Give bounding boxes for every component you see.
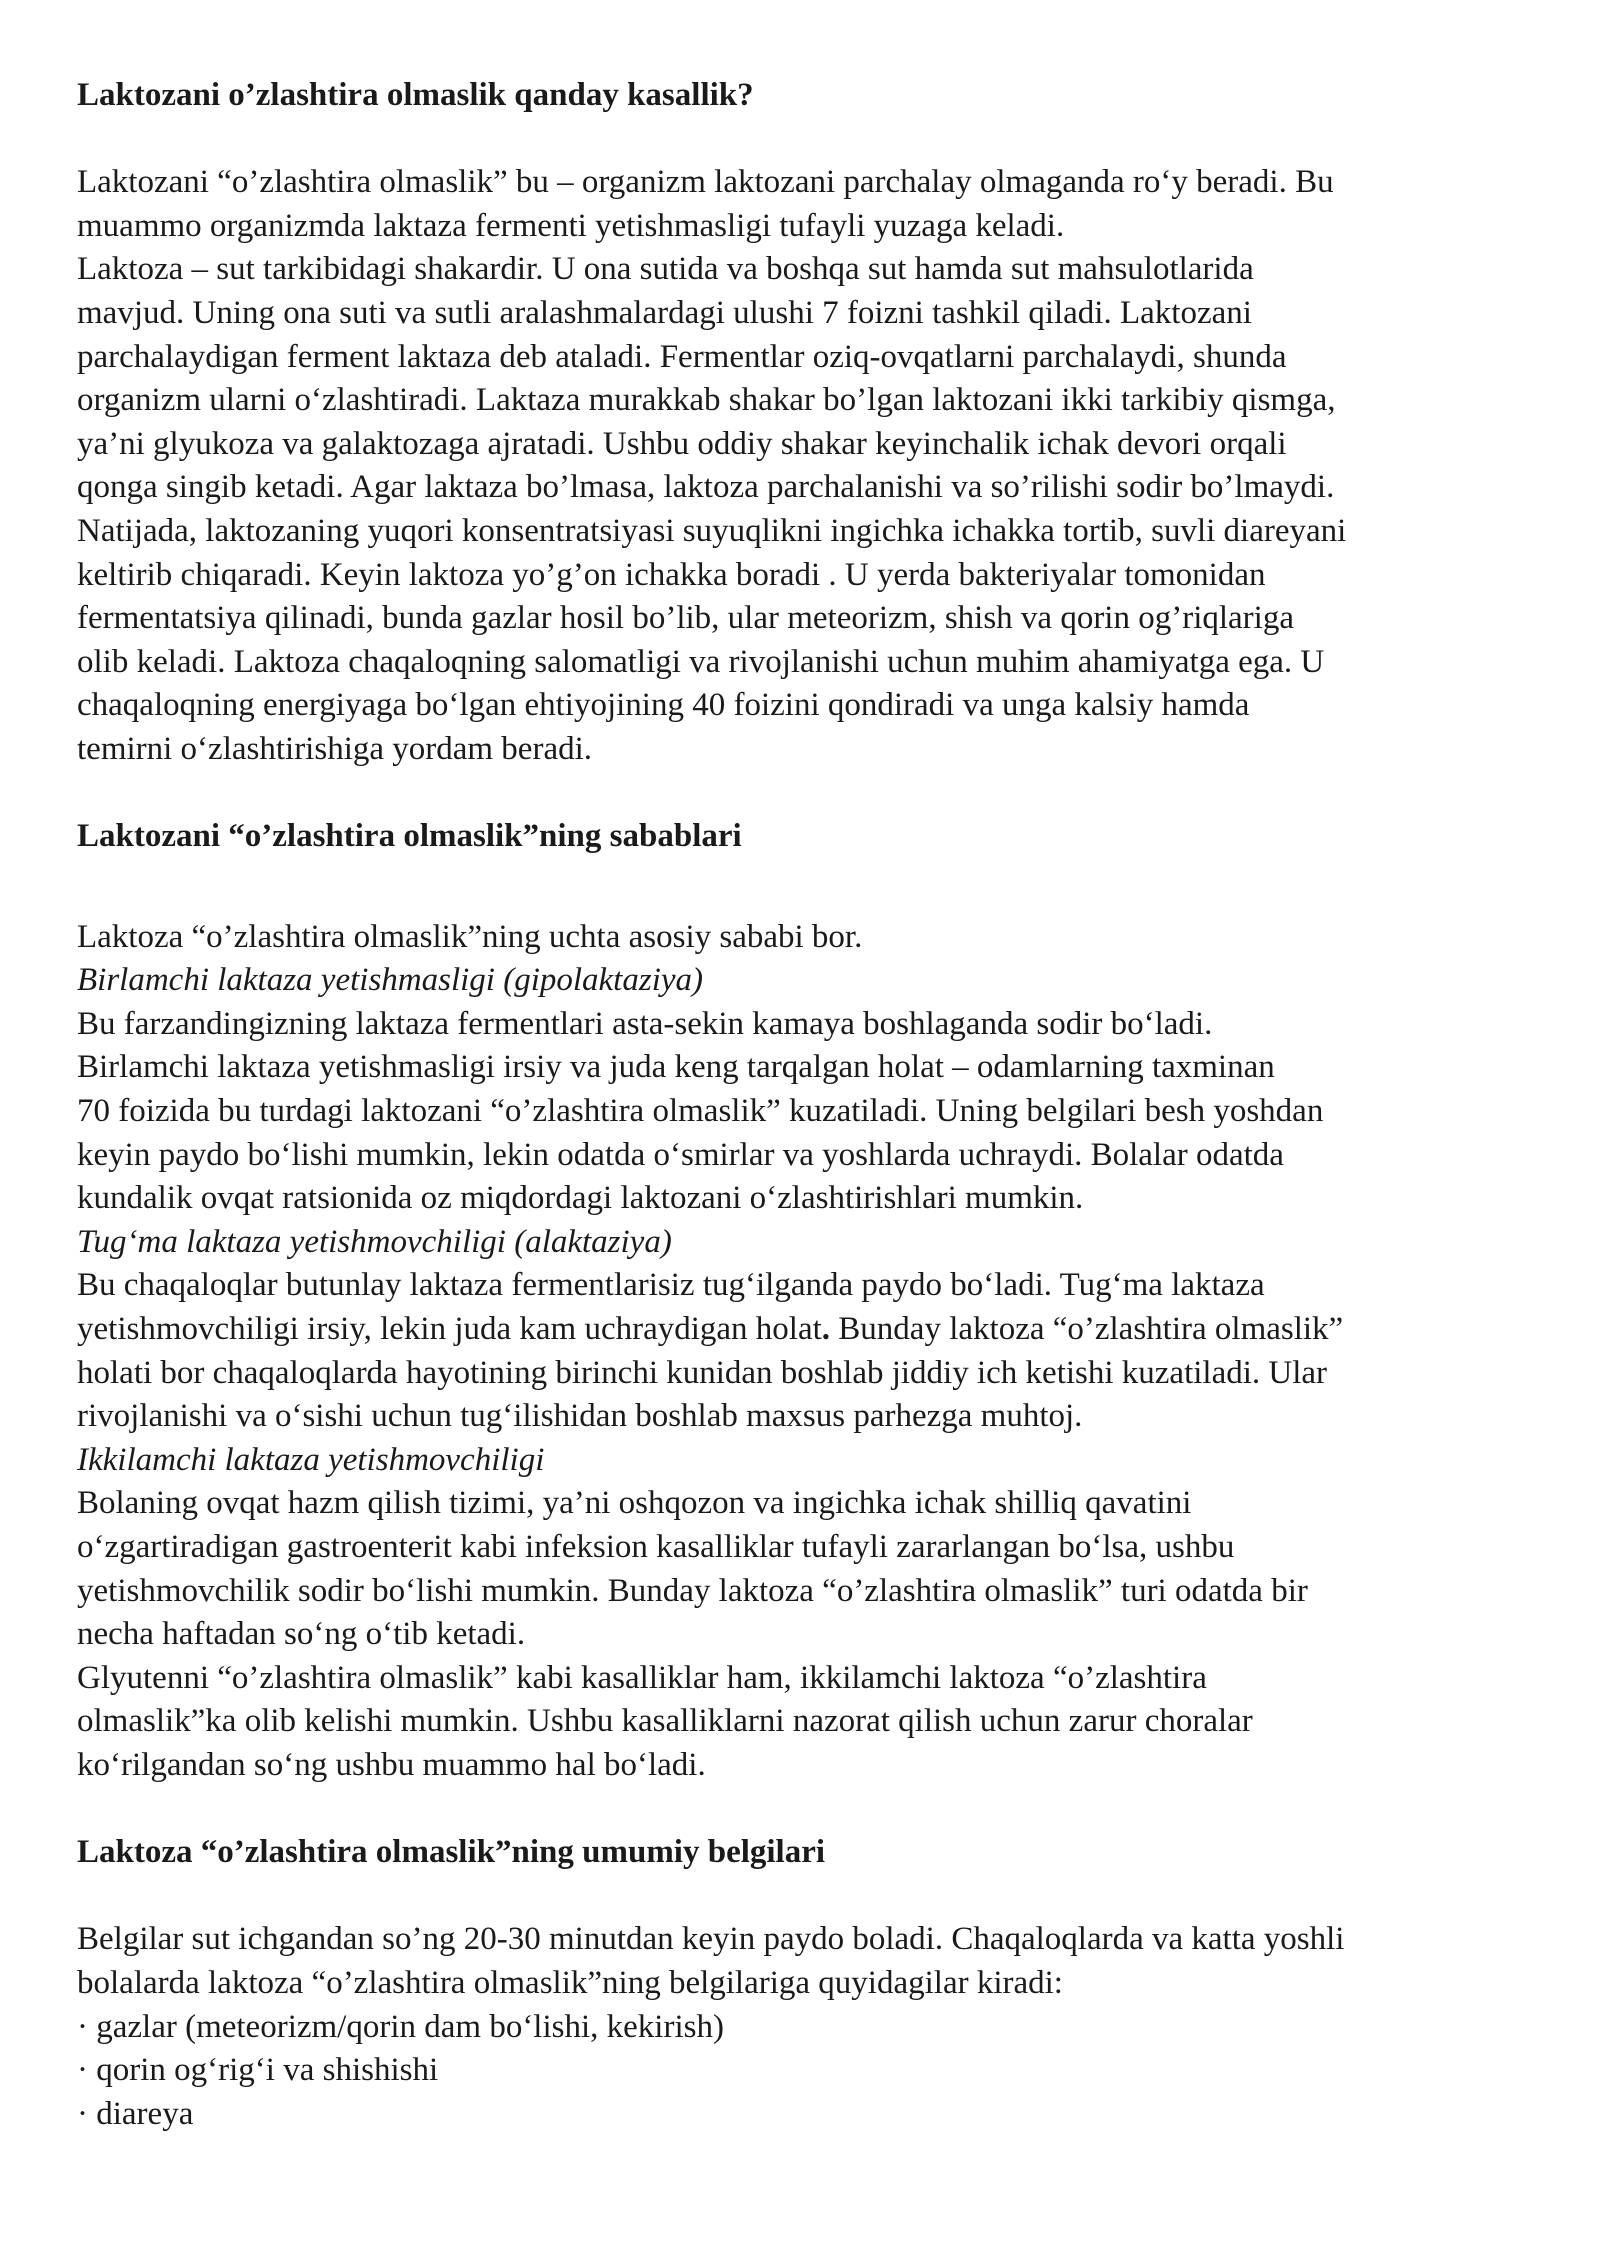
text-line: rivojlanishi va oʻsishi uchun tugʻilishidan boshlab maxsus parhezga muhtoj. [77, 1398, 1083, 1435]
heading-causes: Laktozani “o’zlashtira olmaslik”ning sabablari [77, 818, 742, 855]
text-line: temirni oʻzlashtirishiga yordam beradi. [77, 730, 593, 767]
text-line: Bolaning ovqat hazm qilish tizimi, ya’ni oshqozon va ingichka ichak shilliq qavatini [77, 1485, 1192, 1522]
text-line: Bu chaqaloqlar butunlay laktaza fermentlarisiz tugʻilganda paydo boʻladi. Tugʻma laktaza [77, 1267, 1265, 1304]
symptoms-list [77, 2006, 1547, 2137]
bold-period: . [821, 1311, 831, 1348]
text-line: chaqaloqning energiyaga boʻlgan ehtiyojining 40 foizini qondiradi va unga kalsiy hamda [77, 687, 1250, 724]
subheading-secondary-deficiency: Ikkilamchi laktaza yetishmovchiligi [77, 1441, 545, 1478]
text-line: Laktoza “o’zlashtira olmaslik”ning uchta asosiy sababi bor. [77, 918, 863, 955]
text-line: Natijada, laktozaning yuqori konsentratsiyasi suyuqlikni ingichka ichakka tortib, suvli diareyani [77, 512, 1347, 549]
text-line: muammo organizmda laktaza fermenti yetishmasligi tufayli yuzaga keladi. [77, 207, 1065, 244]
text-line: bolalarda laktoza “o’zlashtira olmaslik”ning belgilariga quyidagilar kiradi: [77, 1964, 1063, 2001]
text-line: Laktozani “o’zlashtira olmaslik” bu – organizm laktozani parchalay olmaganda roʻy beradi. Bu [77, 164, 1334, 201]
text-span: yetishmovchiligi irsiy, lekin juda kam uchraydigan holat [77, 1311, 822, 1348]
text-line: Laktoza – sut tarkibidagi shakardir. U ona sutida va boshqa sut hamda sut mahsulotlarida [77, 251, 1254, 288]
subheading-congenital-deficiency: Tugʻma laktaza yetishmovchiligi (alaktaziya) [77, 1223, 672, 1260]
text-line: holati bor chaqaloqlarda hayotining birinchi kunidan boshlab jiddiy ich ketishi kuzatiladi. Ular [77, 1354, 1328, 1391]
text-line: Belgilar sut ichgandan so’ng 20-30 minutdan keyin paydo boladi. Chaqaloqlarda va katta yoshli [77, 1921, 1345, 1958]
text-line: keyin paydo boʻlishi mumkin, lekin odatda oʻsmirlar va yoshlarda uchraydi. Bolalar odatda [77, 1136, 1284, 1173]
text-line: parchalaydigan ferment laktaza deb ataladi. Fermentlar oziq-ovqatlarni parchalaydi, shunda [77, 338, 1287, 375]
text-line: Glyutenni “o’zlashtira olmaslik” kabi kasalliklar ham, ikkilamchi laktoza “o’zlashtira [77, 1659, 1207, 1696]
document-body [77, 74, 1547, 2136]
text-line: kundalik ovqat ratsionida oz miqdordagi laktozani oʻzlashtirishlari mumkin. [77, 1180, 1084, 1217]
text-line: olmaslik”ka olib kelishi mumkin. Ushbu kasalliklarni nazorat qilish uchun zarur choralar [77, 1703, 1253, 1740]
text-line: qonga singib ketadi. Agar laktaza bo’lmasa, laktoza parchalanishi va so’rilishi sodir bo’lmaydi. [77, 469, 1335, 506]
text-line: mavjud. Uning ona suti va sutli aralashmalardagi ulushi 7 foizni tashkil qiladi. Laktozani [77, 294, 1252, 331]
text-span: Bunday laktoza “o’zlashtira olmaslik” [830, 1311, 1344, 1348]
list-item: · qorin ogʻrigʻi va shishishi [77, 2052, 439, 2089]
list-item: · gazlar (meteorizm/qorin dam boʻlishi, kekirish) [77, 2008, 724, 2045]
text-line: necha haftadan soʻng oʻtib ketadi. [77, 1616, 526, 1653]
text-line: olib keladi. Laktoza chaqaloqning salomatligi va rivojlanishi uchun muhim ahamiyatga ega. U [77, 643, 1325, 680]
text-line [77, 1308, 1547, 1352]
paragraph-symptoms-intro [77, 1918, 1547, 2005]
paragraph-definition [77, 161, 1547, 248]
paragraph-primary-deficiency [77, 1003, 1547, 1221]
text-line: Birlamchi laktaza yetishmasligi irsiy va juda keng tarqalgan holat – odamlarning taxminan [77, 1049, 1275, 1086]
heading-symptoms: Laktoza “o’zlashtira olmaslik”ning umumiy belgilari [77, 1834, 826, 1871]
subheading-primary-deficiency: Birlamchi laktaza yetishmasligi (gipolaktaziya) [77, 962, 704, 999]
text-line: ya’ni glyukoza va galaktozaga ajratadi. Ushbu oddiy shakar keyinchalik ichak devori orqali [77, 425, 1287, 462]
text-line: oʻzgartiradigan gastroenterit kabi infeksion kasalliklar tufayli zararlangan boʻlsa, ushbu [77, 1529, 1235, 1565]
text-line: fermentatsiya qilinadi, bunda gazlar hosil bo’lib, ular meteorizm, shish va qorin og’riqlariga [77, 600, 1294, 637]
text-line: Bu farzandingizning laktaza fermentlari asta-sekin kamaya boshlaganda sodir boʻladi. [77, 1005, 1213, 1042]
paragraph-congenital-deficiency [77, 1264, 1547, 1438]
paragraph-gluten [77, 1657, 1547, 1788]
list-item: · diareya [77, 2095, 194, 2132]
paragraph-secondary-deficiency [77, 1482, 1547, 1656]
text-line: 70 foizida bu turdagi laktozani “o’zlashtira olmaslik” kuzatiladi. Uning belgilari besh yoshdan [77, 1093, 1324, 1130]
text-line: keltirib chiqaradi. Keyin laktoza yo’g’on ichakka boradi . U yerda bakteriyalar tomonidan [77, 556, 1266, 593]
text-line: organizm ularni oʻzlashtiradi. Laktaza murakkab shakar bo’lgan laktozani ikki tarkibiy qismga, [77, 382, 1336, 419]
text-line: koʻrilgandan soʻng ushbu muammo hal boʻladi. [77, 1746, 706, 1783]
text-line: yetishmovchilik sodir boʻlishi mumkin. Bunday laktoza “o’zlashtira olmaslik” turi odatda bir [77, 1572, 1308, 1609]
paragraph-lactose-description [77, 248, 1547, 771]
heading-what-is-lactose-intolerance: Laktozani o’zlashtira olmaslik qanday kasallik? [77, 77, 754, 113]
